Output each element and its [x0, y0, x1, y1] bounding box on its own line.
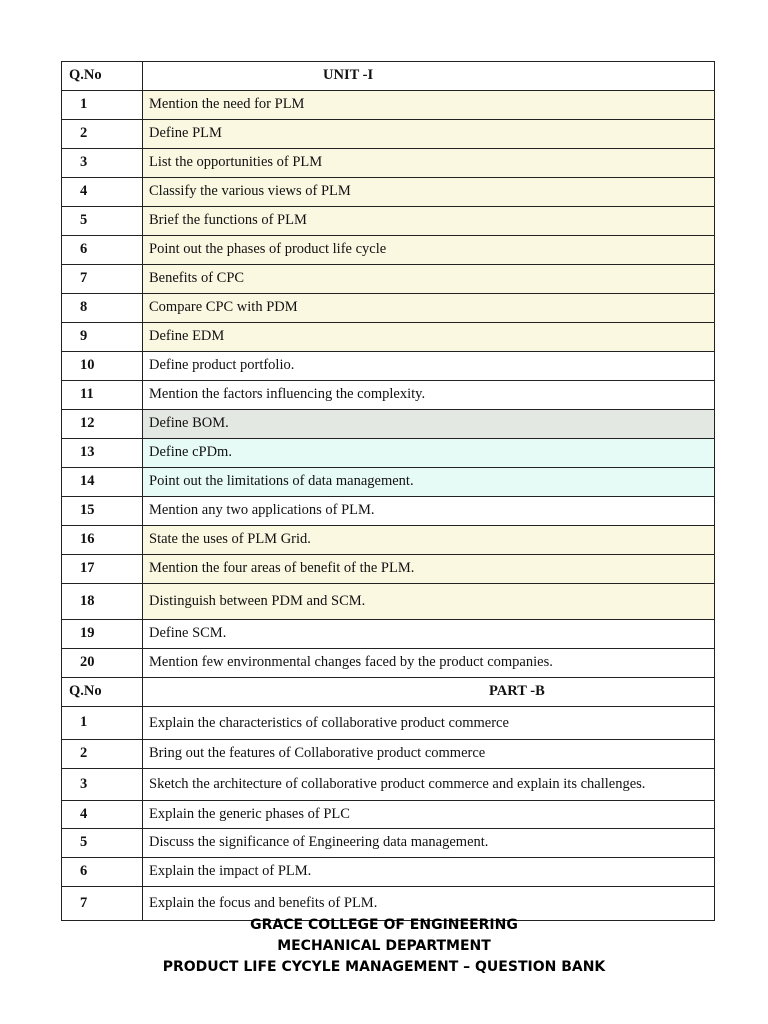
unit1-question-row: [62, 294, 715, 323]
question-number: 2: [62, 740, 143, 769]
partb-title: PART -B: [143, 678, 715, 707]
partb-question-row: [62, 707, 715, 740]
question-text: Bring out the features of Collaborative product commerce: [143, 740, 715, 769]
question-number: 3: [62, 149, 143, 178]
unit1-header-row: [62, 62, 715, 91]
question-text: Mention the need for PLM: [143, 91, 715, 120]
question-number: 13: [62, 439, 143, 468]
unit1-title: UNIT -I: [143, 62, 715, 91]
question-bank-table-body: [62, 62, 715, 921]
question-number: 1: [62, 707, 143, 740]
question-number: 5: [62, 829, 143, 858]
partb-header-row: [62, 678, 715, 707]
question-number: 4: [62, 178, 143, 207]
question-number: 10: [62, 352, 143, 381]
question-number: 15: [62, 497, 143, 526]
question-text: Explain the generic phases of PLC: [143, 801, 715, 829]
unit1-question-row: [62, 323, 715, 352]
question-number: 1: [62, 91, 143, 120]
unit1-question-row: [62, 497, 715, 526]
question-text: State the uses of PLM Grid.: [143, 526, 715, 555]
question-text: Mention the factors influencing the complexity.: [143, 381, 715, 410]
unit1-question-row: [62, 207, 715, 236]
question-text: Point out the phases of product life cycle: [143, 236, 715, 265]
question-number: 11: [62, 381, 143, 410]
question-number: 6: [62, 858, 143, 887]
question-text: List the opportunities of PLM: [143, 149, 715, 178]
unit1-question-row: [62, 120, 715, 149]
question-number: 14: [62, 468, 143, 497]
question-number: 17: [62, 555, 143, 584]
question-number: 9: [62, 323, 143, 352]
partb-qno-header: Q.No: [62, 678, 143, 707]
question-text: Define cPDm.: [143, 439, 715, 468]
question-text: Point out the limitations of data management.: [143, 468, 715, 497]
question-number: 8: [62, 294, 143, 323]
unit1-question-row: [62, 149, 715, 178]
question-text: Brief the functions of PLM: [143, 207, 715, 236]
question-number: 7: [62, 265, 143, 294]
unit1-question-row: [62, 555, 715, 584]
question-number: 16: [62, 526, 143, 555]
unit1-question-row: [62, 178, 715, 207]
partb-question-row: [62, 769, 715, 801]
unit1-qno-header: Q.No: [62, 62, 143, 91]
question-text: Mention few environmental changes faced by the product companies.: [143, 649, 715, 678]
unit1-question-row: [62, 352, 715, 381]
unit1-question-row: [62, 439, 715, 468]
question-bank-table: [61, 61, 715, 921]
footer-college-name: GRACE COLLEGE OF ENGINEERING: [250, 917, 518, 933]
unit1-question-row: [62, 468, 715, 497]
unit1-question-row: [62, 526, 715, 555]
question-number: 5: [62, 207, 143, 236]
question-text: Sketch the architecture of collaborative product commerce and explain its challenges.: [143, 769, 715, 801]
question-text: Benefits of CPC: [143, 265, 715, 294]
unit1-question-row: [62, 649, 715, 678]
question-number: 2: [62, 120, 143, 149]
question-text: Distinguish between PDM and SCM.: [143, 584, 715, 620]
unit1-question-row: [62, 381, 715, 410]
question-number: 7: [62, 887, 143, 921]
partb-question-row: [62, 858, 715, 887]
question-text: Define SCM.: [143, 620, 715, 649]
question-text: Classify the various views of PLM: [143, 178, 715, 207]
question-text: Compare CPC with PDM: [143, 294, 715, 323]
question-text: Define product portfolio.: [143, 352, 715, 381]
partb-question-row: [62, 887, 715, 921]
partb-question-row: [62, 801, 715, 829]
question-text: Explain the characteristics of collaborative product commerce: [143, 707, 715, 740]
question-text: Explain the focus and benefits of PLM.: [143, 887, 715, 921]
question-number: 20: [62, 649, 143, 678]
question-text: Define PLM: [143, 120, 715, 149]
question-number: 19: [62, 620, 143, 649]
question-number: 18: [62, 584, 143, 620]
unit1-question-row: [62, 265, 715, 294]
unit1-question-row: [62, 620, 715, 649]
unit1-question-row: [62, 236, 715, 265]
unit1-question-row: [62, 91, 715, 120]
question-text: Define BOM.: [143, 410, 715, 439]
question-number: 12: [62, 410, 143, 439]
unit1-question-row: [62, 584, 715, 620]
question-number: 4: [62, 801, 143, 829]
partb-question-row: [62, 740, 715, 769]
partb-question-row: [62, 829, 715, 858]
question-text: Mention the four areas of benefit of the PLM.: [143, 555, 715, 584]
unit1-question-row: [62, 410, 715, 439]
footer-department: MECHANICAL DEPARTMENT: [277, 938, 491, 954]
question-text: Discuss the significance of Engineering data management.: [143, 829, 715, 858]
question-number: 3: [62, 769, 143, 801]
question-text: Define EDM: [143, 323, 715, 352]
question-text: Explain the impact of PLM.: [143, 858, 715, 887]
footer-course-title: PRODUCT LIFE CYCYLE MANAGEMENT – QUESTION BANK: [162, 959, 606, 975]
question-number: 6: [62, 236, 143, 265]
question-text: Mention any two applications of PLM.: [143, 497, 715, 526]
